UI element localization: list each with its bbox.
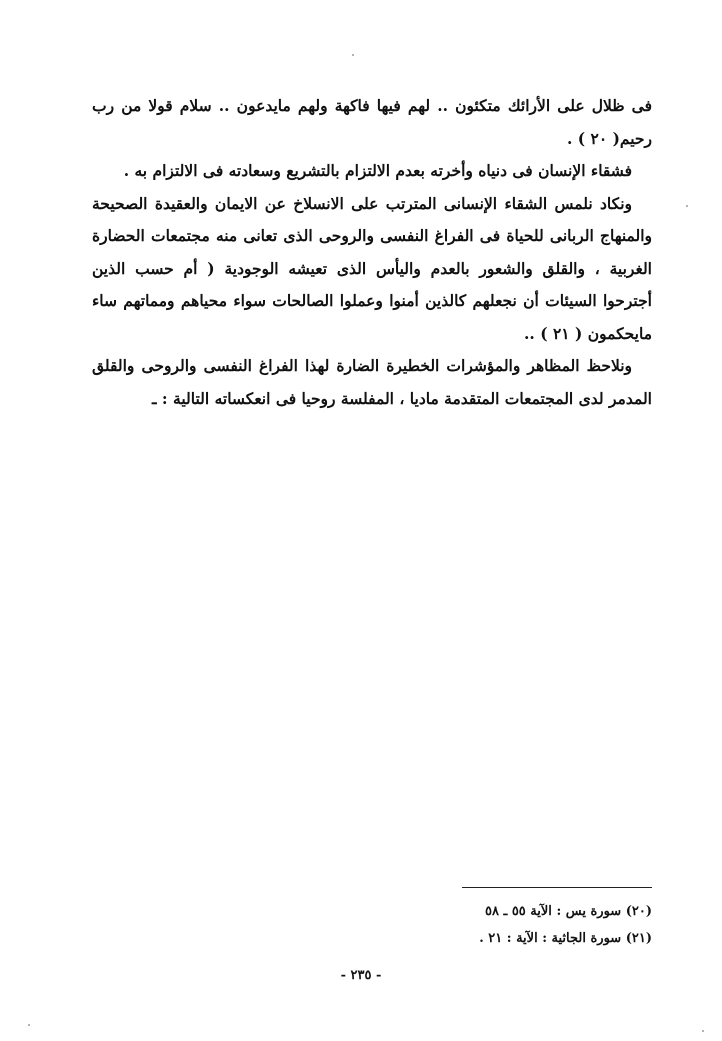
scan-speck (702, 1030, 704, 1032)
main-text (92, 90, 652, 415)
footnotes (380, 898, 652, 952)
footnote-21: (٢١) سورة الجاثية : الآية : ٢١ . (479, 931, 652, 946)
paragraph-human-misery: فشقاء الإنسان فى دنياه وأخرته بعدم الالتزام بالتشريع وسعادته فى الالتزام به . (123, 161, 632, 180)
paragraph-spiritual-void: ونكاد نلمس الشقاء الإنسانى المترتب على الانسلاخ عن الايمان والعقيدة الصحيحة والمنهاج الربانى للحياة فى الفراغ النفسى والروحى الذى تعانى منه مجتمعات الحضارة الغربية ، والقلق والشعور بالعدم واليأس الذى تعيشه الوجودية ( أم حسب الذين أجترحوا السيئات أن نجعلهم كالذين أمنوا وعملوا الصالحات سواء محياهم ومماتهم ساء مايحكمون ( ٢١ ) .. (92, 193, 652, 343)
page-number: - ٢٣٥ - (340, 968, 382, 983)
scan-speck (28, 1024, 30, 1026)
scan-speck (352, 54, 354, 56)
paragraph-observations: ونلاحظ المظاهر والمؤشرات الخطيرة الضارة لهذا الفراغ النفسى والروحى والقلق المدمر لدى المجتمعات المتقدمة ماديا ، المفلسة روحيا فى انعكساته التالية : ـ (92, 356, 652, 408)
scan-speck (686, 205, 688, 207)
footnote-20: (٢٠) سورة يس : الآية ٥٥ ـ ٥٨ (484, 904, 652, 919)
footnote-divider (462, 887, 652, 888)
paragraph-quran-verse: فى ظلال على الأرائك متكئون .. لهم فيها فاكهة ولهم مايدعون .. سلام قولا من رب رحيم( ٢٠ ) . (92, 96, 652, 148)
